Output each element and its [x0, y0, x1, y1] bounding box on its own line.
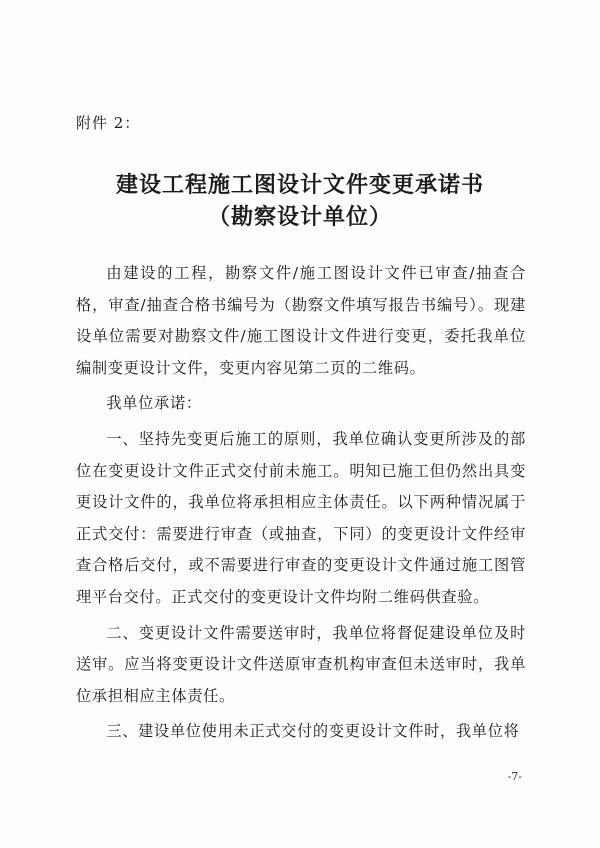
paragraph-intro: 由建设的工程，勘察文件/施工图设计文件已审查/抽查合格，审查/抽查合格书编号为（勘察文件填写报告书编号）。现建设单位需要对勘察文件/施工图设计文件进行变更，委托我单位编制变更设计文件，变更内容见第二页的二维码。: [76, 264, 526, 377]
document-subtitle: （勘察设计单位）: [207, 204, 392, 230]
document-body: [76, 258, 526, 748]
paragraph-commitment-heading: 我单位承诺：: [106, 394, 202, 413]
paragraph-item-3: 三、建设单位使用未正式交付的变更设计文件时，我单位将: [106, 722, 520, 741]
page-number: -7-: [507, 770, 522, 783]
attachment-label: 附件 2：: [76, 114, 141, 132]
paragraph-item-2: 二、变更设计文件需要送审时，我单位将督促建设单位及时送审。应当将变更设计文件送原审查机构审查但未送审时，我单位承担相应主体责任。: [76, 623, 526, 705]
document-title: 建设工程施工图设计文件变更承诺书: [115, 172, 484, 198]
paragraph-item-1: 一、坚持先变更后施工的原则，我单位确认变更所涉及的部位在变更设计文件正式交付前未施工。明知已施工但仍然出具变更设计文件的，我单位将承担相应主体责任。以下两种情况属于正式交付：需要进行审查（或抽查，下同）的变更设计文件经审查合格后交付，或不需要进行审查的变更设计文件通过施工图管理平台交付。正式交付的变更设计文件均附二维码供查验。: [76, 429, 526, 606]
